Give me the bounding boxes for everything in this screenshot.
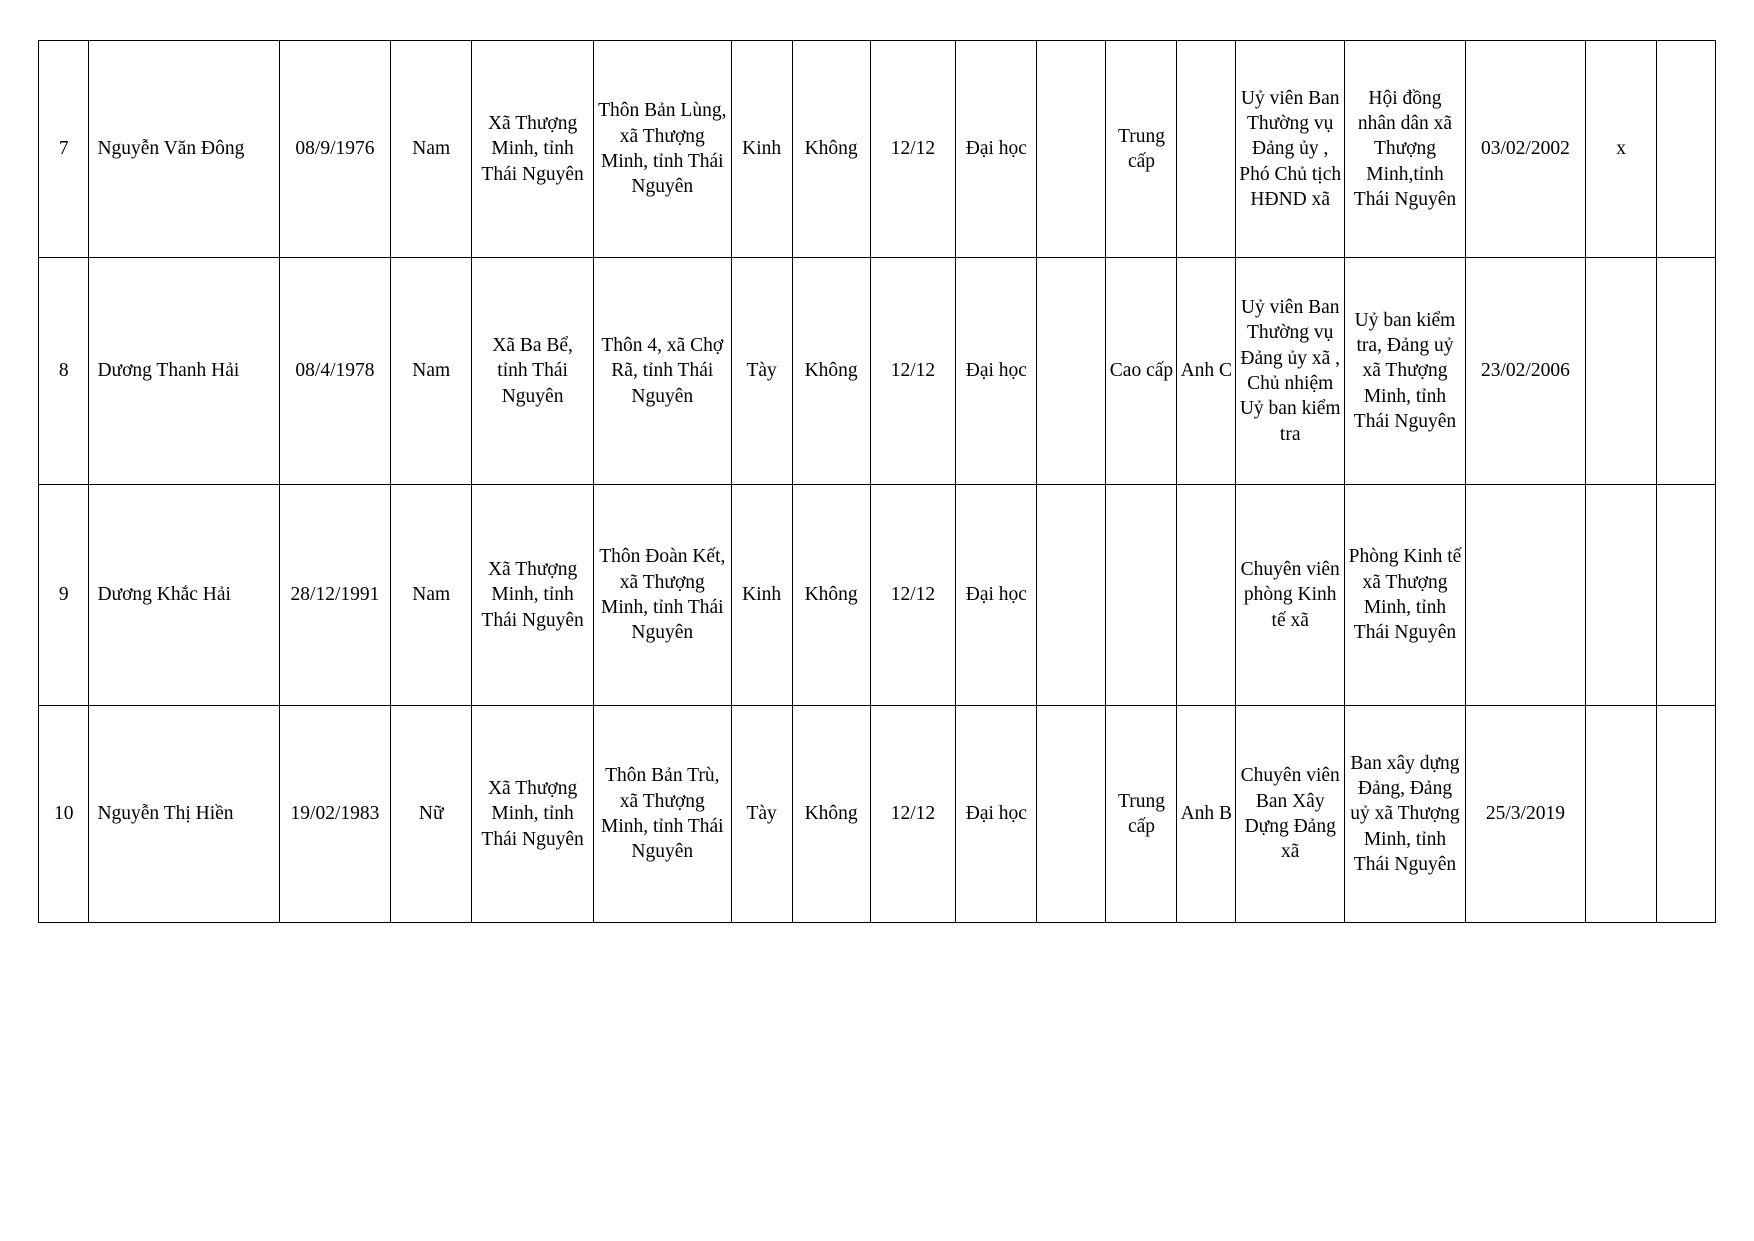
cell-political: Trung cấp [1106,706,1177,923]
cell-stt: 9 [39,485,89,706]
cell-profession: Đại học [956,258,1037,485]
cell-unit: Hội đồng nhân dân xã Thượng Minh,tỉnh Thái Nguyên [1345,41,1465,258]
cell-political [1106,485,1177,706]
cell-date: 03/02/2002 [1465,41,1585,258]
table-row [39,485,1716,706]
cell-name: Dương Thanh Hải [89,258,279,485]
table-row [39,258,1716,485]
cell-specialty [1037,706,1106,923]
cell-origin: Xã Thượng Minh, tỉnh Thái Nguyên [472,485,593,706]
cell-political: Cao cấp [1106,258,1177,485]
cell-mark-1 [1586,258,1657,485]
cell-position: Chuyên viên phòng Kinh tế xã [1236,485,1345,706]
cell-specialty [1037,258,1106,485]
cell-religion: Không [792,706,870,923]
cell-stt: 7 [39,41,89,258]
cell-ethnicity: Tày [731,706,792,923]
cell-name: Dương Khắc Hải [89,485,279,706]
cell-residence: Thôn Đoàn Kết, xã Thượng Minh, tỉnh Thái Nguyên [593,485,731,706]
cell-origin: Xã Thượng Minh, tỉnh Thái Nguyên [472,706,593,923]
cell-position: Uỷ viên Ban Thường vụ Đảng ủy , Phó Chủ tịch HĐND xã [1236,41,1345,258]
cell-religion: Không [792,41,870,258]
cell-language [1177,41,1236,258]
cell-dob: 19/02/1983 [279,706,390,923]
cell-dob: 08/4/1978 [279,258,390,485]
cell-origin: Xã Ba Bể, tỉnh Thái Nguyên [472,258,593,485]
table-body [39,41,1716,923]
cell-sex: Nam [391,258,472,485]
cell-residence: Thôn 4, xã Chợ Rã, tỉnh Thái Nguyên [593,258,731,485]
cell-ethnicity: Kinh [731,485,792,706]
cell-language [1177,485,1236,706]
cell-religion: Không [792,258,870,485]
cell-origin: Xã Thượng Minh, tỉnh Thái Nguyên [472,41,593,258]
cell-sex: Nam [391,41,472,258]
cell-unit: Phòng Kinh tế xã Thượng Minh, tỉnh Thái Nguyên [1345,485,1465,706]
personnel-roster-table [38,40,1716,923]
cell-mark-2 [1657,706,1716,923]
cell-education: 12/12 [870,258,955,485]
table-row [39,41,1716,258]
cell-education: 12/12 [870,485,955,706]
cell-specialty [1037,485,1106,706]
cell-date: 23/02/2006 [1465,258,1585,485]
cell-name: Nguyễn Thị Hiền [89,706,279,923]
cell-ethnicity: Kinh [731,41,792,258]
cell-mark-1 [1586,706,1657,923]
cell-residence: Thôn Bản Lùng, xã Thượng Minh, tỉnh Thái Nguyên [593,41,731,258]
cell-mark-1 [1586,485,1657,706]
cell-mark-2 [1657,41,1716,258]
cell-education: 12/12 [870,706,955,923]
cell-date [1465,485,1585,706]
cell-residence: Thôn Bản Trù, xã Thượng Minh, tỉnh Thái Nguyên [593,706,731,923]
cell-sex: Nữ [391,706,472,923]
cell-profession: Đại học [956,706,1037,923]
cell-date: 25/3/2019 [1465,706,1585,923]
cell-ethnicity: Tày [731,258,792,485]
cell-language: Anh B [1177,706,1236,923]
cell-unit: Uỷ ban kiểm tra, Đảng uỷ xã Thượng Minh, tỉnh Thái Nguyên [1345,258,1465,485]
cell-specialty [1037,41,1106,258]
cell-profession: Đại học [956,485,1037,706]
cell-mark-2 [1657,258,1716,485]
cell-religion: Không [792,485,870,706]
cell-political: Trung cấp [1106,41,1177,258]
cell-education: 12/12 [870,41,955,258]
cell-position: Uỷ viên Ban Thường vụ Đảng ủy xã , Chủ nhiệm Uỷ ban kiểm tra [1236,258,1345,485]
cell-unit: Ban xây dựng Đảng, Đảng uỷ xã Thượng Minh, tỉnh Thái Nguyên [1345,706,1465,923]
cell-dob: 08/9/1976 [279,41,390,258]
cell-mark-1: x [1586,41,1657,258]
cell-position: Chuyên viên Ban Xây Dựng Đảng xã [1236,706,1345,923]
cell-sex: Nam [391,485,472,706]
table-row [39,706,1716,923]
cell-stt: 8 [39,258,89,485]
cell-mark-2 [1657,485,1716,706]
cell-name: Nguyễn Văn Đông [89,41,279,258]
cell-dob: 28/12/1991 [279,485,390,706]
cell-language: Anh C [1177,258,1236,485]
cell-profession: Đại học [956,41,1037,258]
cell-stt: 10 [39,706,89,923]
